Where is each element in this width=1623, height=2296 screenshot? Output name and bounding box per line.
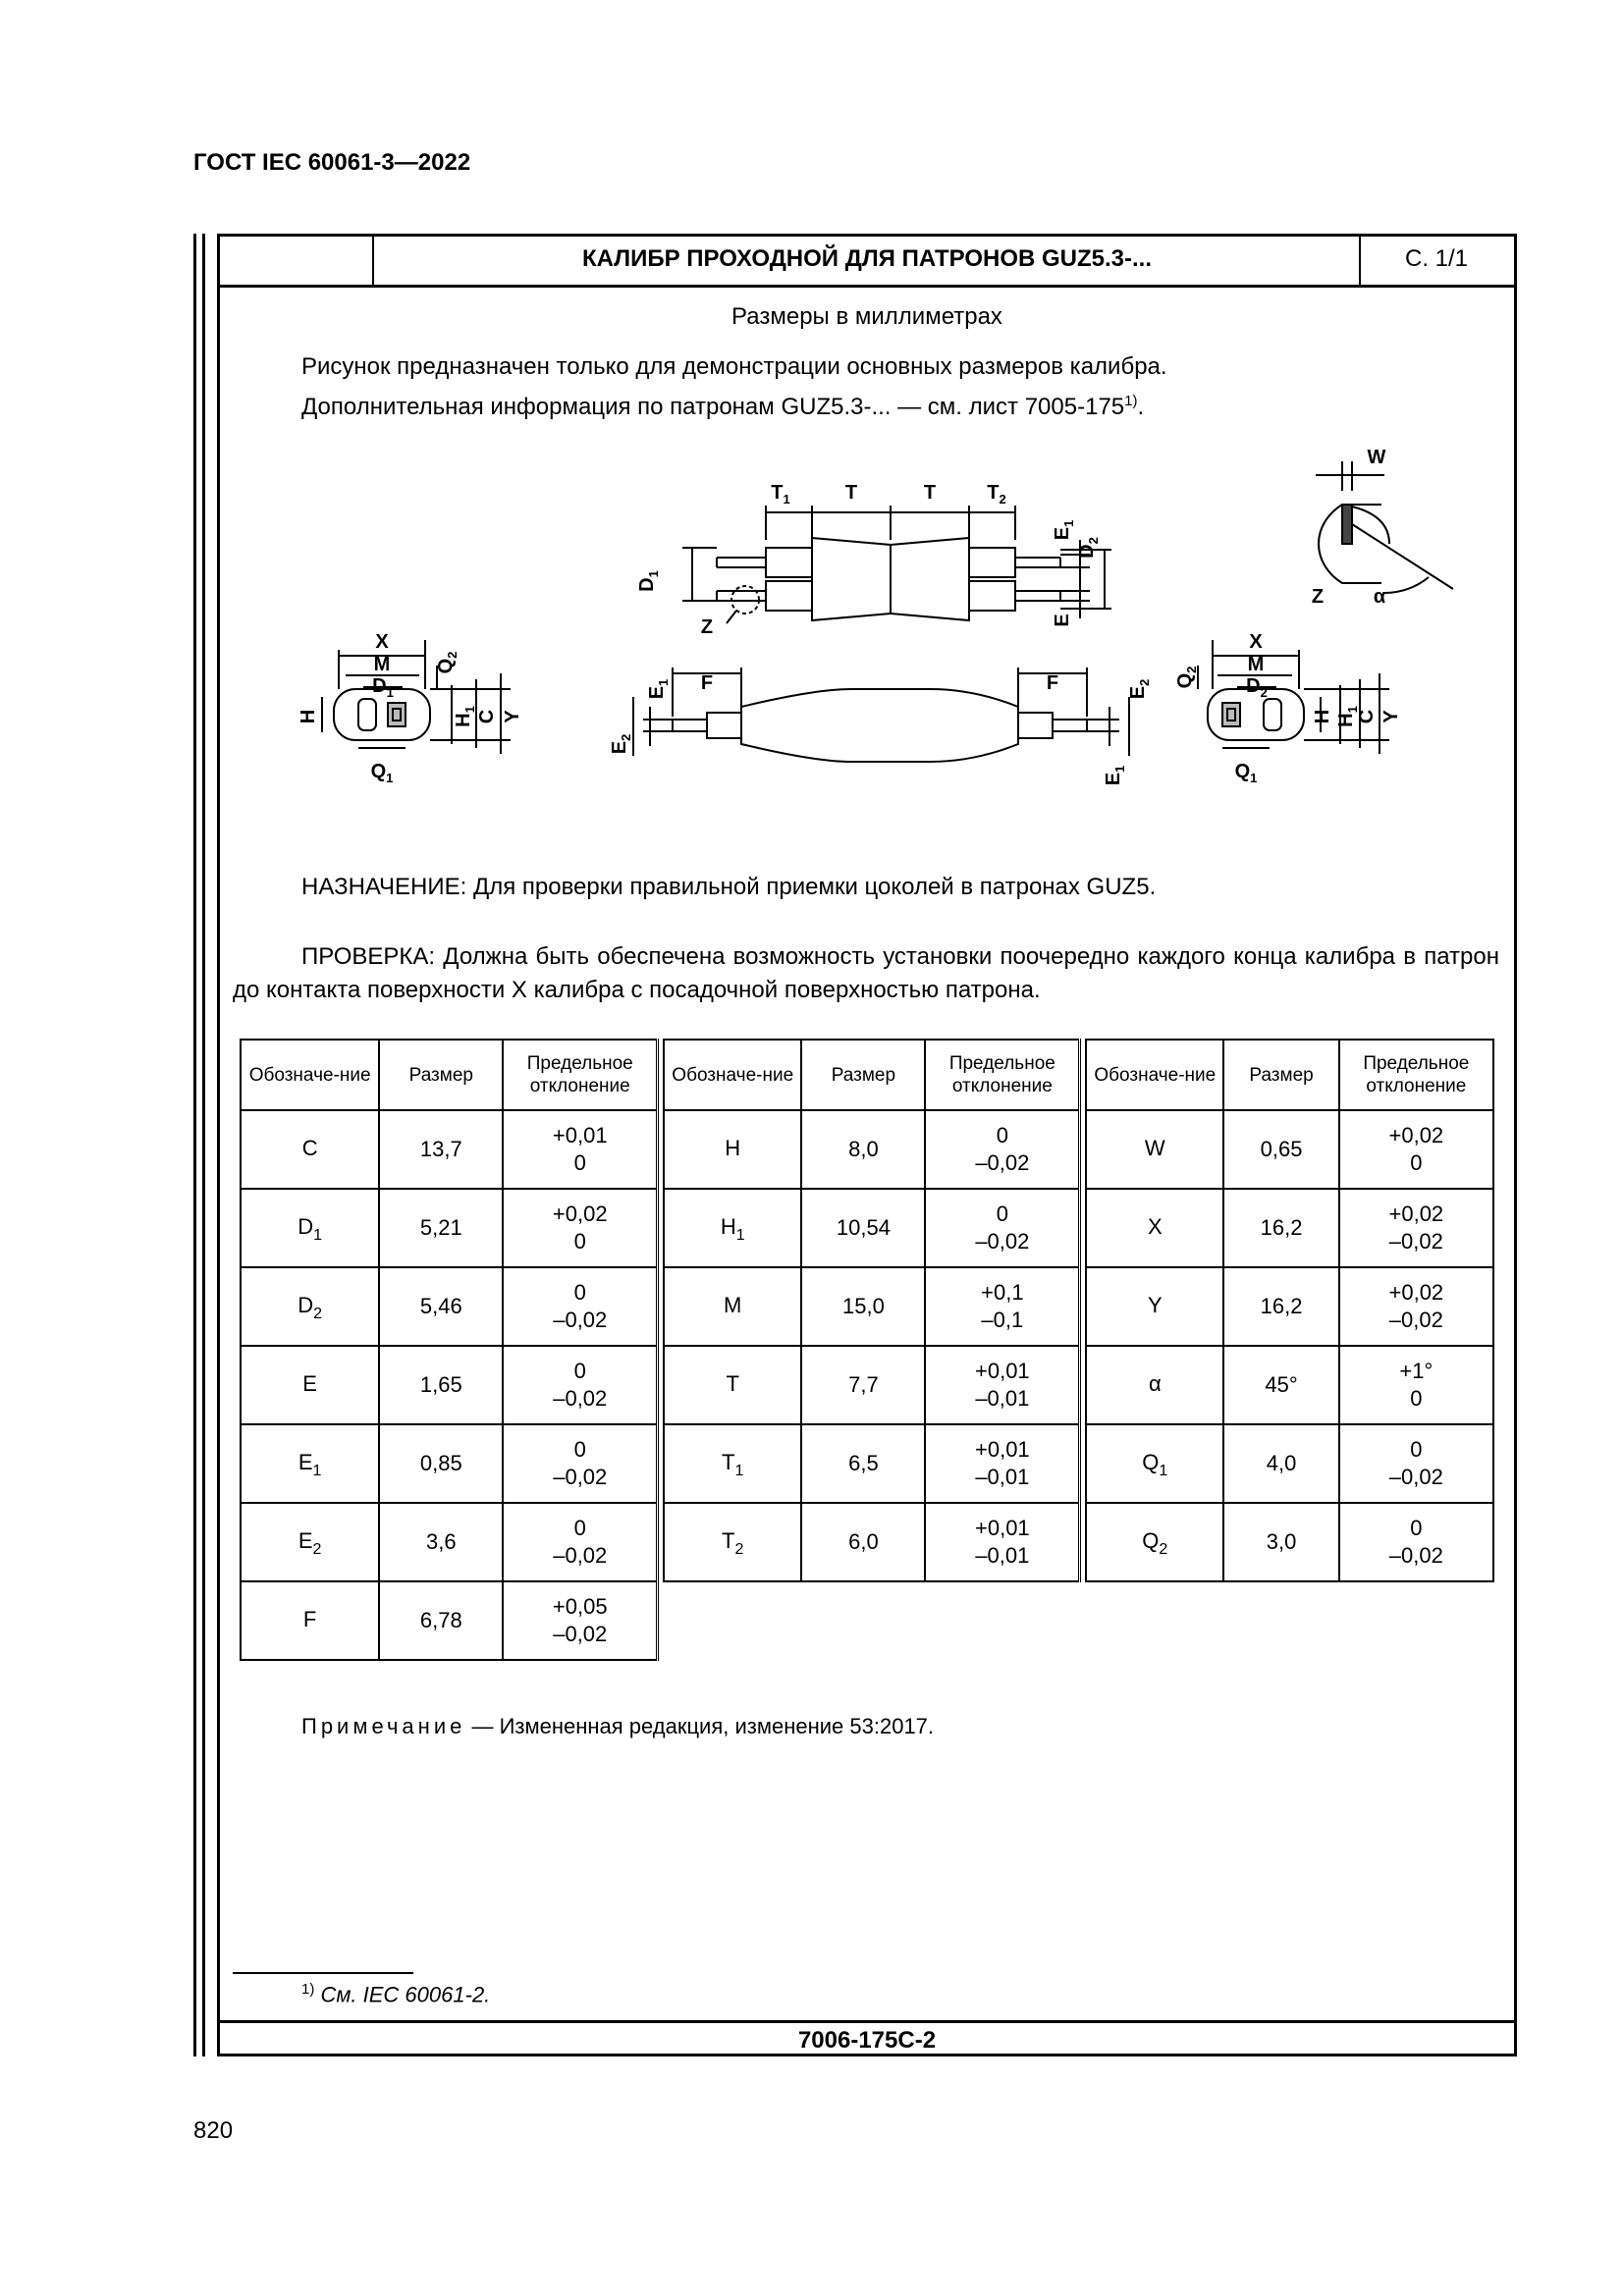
table-row: [241, 1267, 1493, 1346]
designation-cell: Y: [1086, 1267, 1223, 1346]
table-row: [241, 1503, 1493, 1581]
tolerance-lower: –0,1: [981, 1308, 1024, 1332]
sheet-title: КАЛИБР ПРОХОДНОЙ ДЛЯ ПАТРОНОВ GUZ5.3-...: [581, 245, 1153, 272]
tolerance-cell: [1339, 1503, 1493, 1581]
tolerance-cell: [503, 1503, 657, 1581]
label-x: X: [1249, 631, 1263, 653]
label-q2: $Q_2$: [435, 651, 460, 674]
tolerance-upper: +0,02: [1388, 1280, 1444, 1305]
designation-cell: M: [664, 1267, 801, 1346]
label-x: X: [375, 631, 389, 653]
size-cell: 5,46: [379, 1267, 503, 1346]
tolerance-lower: –0,02: [553, 1465, 608, 1489]
tolerance-lower: –0,02: [1388, 1543, 1443, 1568]
footnote: [301, 1981, 490, 2007]
header-tolerance: Предельное отклонение: [503, 1040, 657, 1110]
sheet-number: С. 1/1: [1404, 245, 1469, 272]
designation-cell: F: [241, 1581, 379, 1660]
label-alpha: α: [1373, 586, 1386, 608]
designation-cell: $D_2$: [241, 1267, 379, 1346]
note-text: — Измененная редакция, изменение 53:2017.: [465, 1714, 935, 1738]
header-designation: Обозначе-ние: [664, 1040, 801, 1110]
designation-cell: $Q_2$: [1086, 1503, 1223, 1581]
tolerance-lower: –0,02: [975, 1229, 1030, 1254]
tolerance-upper: +0,01: [552, 1123, 608, 1148]
label-y: Y: [1380, 710, 1402, 723]
size-cell: 8,0: [801, 1110, 925, 1189]
tolerance-upper: +0,01: [975, 1437, 1030, 1462]
size-cell: 10,54: [801, 1189, 925, 1267]
size-cell: 7,7: [801, 1346, 925, 1424]
label-d1: $D_1$: [636, 570, 661, 592]
intro-text: [301, 349, 1167, 424]
label-h1: $H_1$: [1335, 706, 1360, 727]
label-m: M: [1247, 654, 1265, 675]
header-size: Размер: [801, 1040, 925, 1110]
size-cell: 3,0: [1223, 1503, 1338, 1581]
tolerance-lower: –0,02: [1388, 1229, 1443, 1254]
size-cell: 15,0: [801, 1267, 925, 1346]
label-c: C: [476, 709, 498, 724]
designation-cell: α: [1086, 1346, 1223, 1424]
designation-cell: H: [664, 1110, 801, 1189]
label-h1: $H_1$: [453, 706, 477, 727]
tolerance-upper: 0: [1410, 1437, 1423, 1462]
gauge-drawing: [275, 432, 1492, 864]
designation-cell: E: [241, 1346, 379, 1424]
tolerance-upper: 0: [573, 1437, 586, 1462]
tolerance-lower: –0,02: [1388, 1308, 1443, 1332]
label-e: E: [1052, 614, 1073, 627]
tolerance-cell: [503, 1346, 657, 1424]
designation-cell: C: [241, 1110, 379, 1189]
header-size: Размер: [1223, 1040, 1338, 1110]
tolerance-lower: –0,01: [975, 1386, 1030, 1411]
header-tolerance: Предельное отклонение: [1339, 1040, 1493, 1110]
size-cell: 6,0: [801, 1503, 925, 1581]
margin-line: [193, 234, 196, 2056]
tolerance-upper: +0,1: [981, 1280, 1024, 1305]
tolerance-cell: [1339, 1189, 1493, 1267]
label-m: M: [373, 654, 391, 675]
gauge-right-end-view: [1198, 640, 1389, 754]
tolerance-lower: 0: [573, 1150, 586, 1175]
size-cell: 4,0: [1223, 1424, 1338, 1503]
label-y: Y: [502, 710, 523, 723]
tolerance-upper: 0: [573, 1280, 586, 1305]
intro-line-2: Дополнительная информация по патронам GUZ5.3-... — см. лист 7005-175$^{1)}$.: [301, 393, 1145, 420]
label-d2: $D_2$: [1076, 537, 1101, 559]
size-cell: 16,2: [1223, 1267, 1338, 1346]
gauge-side-view: [682, 506, 1111, 623]
dimensions-table: [240, 1039, 1494, 1661]
designation-cell: $D_1$: [241, 1189, 379, 1267]
designation-cell: $Q_1$: [1086, 1424, 1223, 1503]
tolerance-cell: [925, 1189, 1079, 1267]
title-divider: [1359, 234, 1361, 285]
label-q2: $Q_2$: [1174, 666, 1199, 689]
tolerance-cell: [503, 1267, 657, 1346]
tolerance-upper: +0,01: [975, 1359, 1030, 1383]
footnote-rule: [233, 1972, 413, 1974]
label-q1: $Q_1$: [1234, 761, 1258, 785]
tolerance-lower: –0,02: [553, 1622, 608, 1646]
label-w: W: [1367, 447, 1386, 468]
page-number: 820: [193, 2117, 234, 2144]
tolerance-cell: [1339, 1110, 1493, 1189]
size-cell: 3,6: [379, 1503, 503, 1581]
designation-cell: $T_1$: [664, 1424, 801, 1503]
intro-line-1: Рисунок предназначен только для демонстрации основных размеров калибра.: [301, 353, 1167, 380]
header-designation: Обозначе-ние: [1086, 1040, 1223, 1110]
designation-cell: $H_1$: [664, 1189, 801, 1267]
sheet-code: 7006-175C-2: [797, 2027, 937, 2054]
footnote-mark: 1): [301, 1981, 315, 1998]
tolerance-cell: [1339, 1267, 1493, 1346]
tolerance-cell: [925, 1267, 1079, 1346]
table-row: [241, 1581, 1493, 1660]
tolerance-cell: [925, 1110, 1079, 1189]
label-f: F: [700, 672, 714, 694]
tolerance-cell: [503, 1189, 657, 1267]
tolerance-upper: +0,02: [1388, 1201, 1444, 1226]
size-cell: 6,5: [801, 1424, 925, 1503]
designation-cell: $E_2$: [241, 1503, 379, 1581]
table-body: [241, 1110, 1493, 1660]
gauge-left-end-view: [322, 640, 511, 754]
tolerance-upper: 0: [1410, 1516, 1423, 1540]
label-z: Z: [1311, 586, 1325, 608]
header-designation: Обозначе-ние: [241, 1040, 379, 1110]
size-cell: 13,7: [379, 1110, 503, 1189]
tolerance-cell: [1339, 1346, 1493, 1424]
size-cell: 45°: [1223, 1346, 1338, 1424]
table-row: [241, 1189, 1493, 1267]
tolerance-lower: 0: [1410, 1150, 1423, 1175]
tolerance-upper: 0: [573, 1359, 586, 1383]
label-t: T: [844, 482, 858, 504]
tolerance-lower: 0: [1410, 1386, 1423, 1411]
footnote-mark: 1): [1124, 393, 1138, 409]
designation-cell: X: [1086, 1189, 1223, 1267]
tolerance-lower: –0,02: [553, 1543, 608, 1568]
label-c: C: [1356, 709, 1378, 724]
tolerance-lower: 0: [573, 1229, 586, 1254]
note: [301, 1714, 934, 1739]
detail-z-view: [1316, 461, 1453, 593]
table-row: [241, 1110, 1493, 1189]
tolerance-cell: [503, 1424, 657, 1503]
size-cell: 0,85: [379, 1424, 503, 1503]
table-row: [241, 1424, 1493, 1503]
designation-cell: T: [664, 1346, 801, 1424]
tolerance-upper: 0: [573, 1516, 586, 1540]
note-label: Примечание: [301, 1714, 466, 1738]
label-e1: $E_1$: [1103, 765, 1127, 786]
size-cell: 0,65: [1223, 1110, 1338, 1189]
label-h: H: [298, 709, 319, 724]
tolerance-cell: [925, 1346, 1079, 1424]
tolerance-upper: +1°: [1399, 1359, 1434, 1383]
size-cell: 6,78: [379, 1581, 503, 1660]
label-d2: $D_2$: [1246, 675, 1268, 700]
table-row: [241, 1346, 1493, 1424]
header-tolerance: Предельное отклонение: [925, 1040, 1079, 1110]
document-header: ГОСТ IEC 60061-3—2022: [193, 149, 471, 176]
label-e2: $E_2$: [1127, 678, 1152, 700]
designation-cell: $E_1$: [241, 1424, 379, 1503]
tolerance-upper: 0: [996, 1123, 1008, 1148]
title-row: [217, 234, 1517, 288]
units-caption: Размеры в миллиметрах: [731, 303, 1002, 330]
tolerance-lower: –0,02: [1388, 1465, 1443, 1489]
label-d1: $D_1$: [372, 675, 394, 700]
tolerance-cell: [1339, 1424, 1493, 1503]
tolerance-cell: [925, 1503, 1079, 1581]
label-q1: $Q_1$: [370, 761, 394, 785]
tolerance-upper: +0,02: [552, 1201, 608, 1226]
size-cell: 1,65: [379, 1346, 503, 1424]
tolerance-upper: +0,05: [552, 1594, 608, 1619]
tolerance-cell: [503, 1581, 657, 1660]
table-header-row: [241, 1040, 1493, 1110]
tolerance-lower: –0,02: [975, 1150, 1030, 1175]
label-e2: $E_2$: [609, 733, 633, 755]
label-t1: $T_1$: [771, 482, 790, 507]
tolerance-upper: 0: [996, 1201, 1008, 1226]
label-f: F: [1046, 672, 1059, 694]
designation-cell: $T_2$: [664, 1503, 801, 1581]
label-e1: $E_1$: [1052, 519, 1076, 541]
designation-cell: W: [1086, 1110, 1223, 1189]
label-t2: $T_2$: [987, 482, 1006, 507]
label-h: H: [1312, 709, 1333, 724]
tolerance-lower: –0,02: [553, 1386, 608, 1411]
label-z: Z: [700, 616, 714, 638]
tolerance-cell: [925, 1424, 1079, 1503]
margin-line: [202, 234, 205, 2056]
tolerance-lower: –0,02: [553, 1308, 608, 1332]
tolerance-upper: +0,01: [975, 1516, 1030, 1540]
check-text: ПРОВЕРКА: Должна быть обеспечена возможность установки поочередно каждого конца калибра в патрон до контакта поверхности X калибра с посадочной поверхностью патрона.: [233, 943, 1499, 1003]
header-size: Размер: [379, 1040, 503, 1110]
footnote-text: См. IEC 60061-2.: [314, 1982, 491, 2007]
tolerance-lower: –0,01: [975, 1543, 1030, 1568]
tolerance-upper: +0,02: [1388, 1123, 1444, 1148]
tolerance-cell: [503, 1110, 657, 1189]
bottom-bar: [217, 2020, 1517, 2056]
label-t: T: [923, 482, 937, 504]
size-cell: 16,2: [1223, 1189, 1338, 1267]
label-e1: $E_1$: [646, 678, 671, 700]
size-cell: 5,21: [379, 1189, 503, 1267]
tolerance-lower: –0,01: [975, 1465, 1030, 1489]
purpose-text: НАЗНАЧЕНИЕ: Для проверки правильной приемки цоколей в патронах GUZ5.: [301, 874, 1157, 900]
